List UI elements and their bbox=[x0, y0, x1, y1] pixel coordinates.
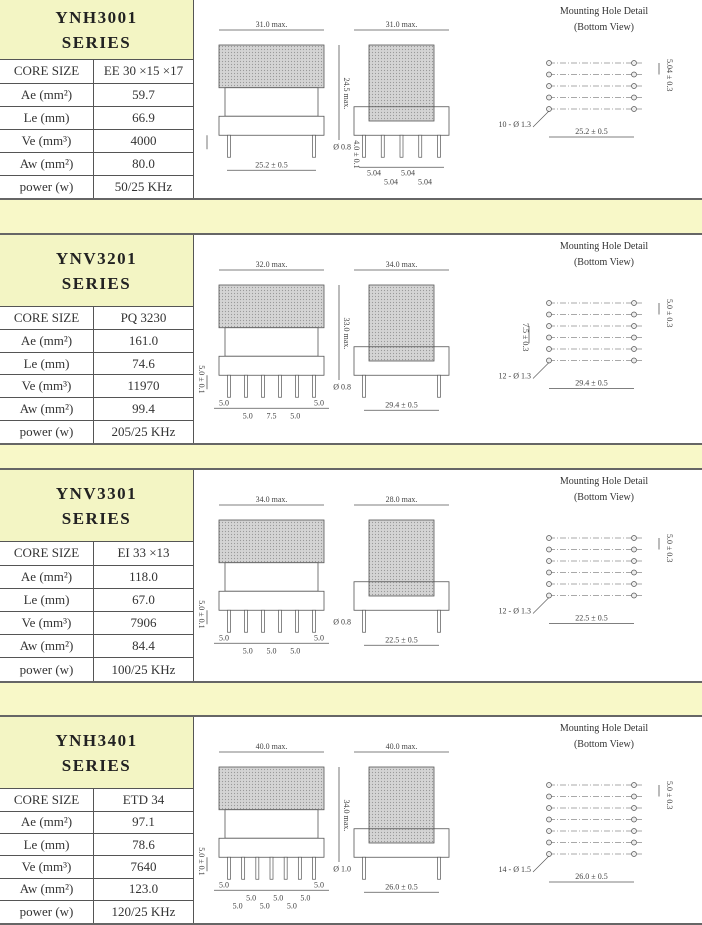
hole-count-label: 10 - Ø 1.3 bbox=[498, 120, 531, 129]
pin bbox=[400, 135, 403, 157]
pin bbox=[296, 375, 299, 397]
spec-panel bbox=[0, 0, 194, 198]
spec-label: power (w) bbox=[0, 658, 94, 681]
spec-row bbox=[0, 611, 193, 634]
pin-pitch-dimension: 5.0 bbox=[219, 633, 229, 643]
spec-row bbox=[0, 588, 193, 611]
spec-value: 97.1 bbox=[94, 811, 194, 833]
spec-label: Aw (mm²) bbox=[0, 398, 94, 421]
front-view bbox=[197, 260, 351, 420]
spec-row bbox=[0, 330, 193, 353]
pin bbox=[313, 857, 316, 879]
mounting-hole bbox=[632, 324, 637, 329]
mounting-hole bbox=[547, 593, 552, 598]
mounting-hole bbox=[632, 783, 637, 788]
pin bbox=[296, 610, 299, 632]
mounting-hole bbox=[632, 358, 637, 363]
spec-label: Ae (mm²) bbox=[0, 565, 94, 588]
spec-label: CORE SIZE bbox=[0, 542, 94, 565]
mounting-subtitle: (Bottom View) bbox=[573, 22, 635, 33]
pin-pitch-dimension: 5.0 bbox=[246, 893, 257, 903]
front-width-dimension: 31.0 max. bbox=[255, 20, 288, 29]
mounting-hole bbox=[632, 817, 637, 822]
spec-label: power (w) bbox=[0, 175, 94, 198]
pin bbox=[279, 610, 282, 632]
model-name: YNV3301 bbox=[55, 483, 138, 503]
spec-label: Le (mm) bbox=[0, 834, 94, 856]
front-view bbox=[197, 495, 329, 655]
pin-pitch-dimension: 5.04 bbox=[367, 168, 381, 178]
pin bbox=[228, 857, 231, 879]
side-width-dimension: 31.0 max. bbox=[385, 20, 418, 29]
pin-pitch-dimension: 5.0 bbox=[242, 411, 253, 421]
spec-label: CORE SIZE bbox=[0, 307, 94, 330]
hole-span-dimension: 25.2 ± 0.5 bbox=[575, 127, 608, 136]
pin-pitch-dimension: 5.0 bbox=[314, 398, 324, 408]
front-view bbox=[197, 742, 351, 910]
spec-row bbox=[0, 811, 193, 833]
pin bbox=[245, 375, 248, 397]
pin-length-dimension: 5.0 ± 0.1 bbox=[197, 847, 206, 876]
pin bbox=[438, 135, 441, 157]
mounting-hole bbox=[632, 95, 637, 100]
spec-value: 123.0 bbox=[94, 878, 194, 900]
spec-value: 161.0 bbox=[94, 330, 194, 353]
mounting-subtitle: (Bottom View) bbox=[573, 257, 635, 268]
pin bbox=[262, 610, 265, 632]
spec-label: Le (mm) bbox=[0, 106, 94, 129]
pin-pitch-dimension: 5.0 bbox=[219, 398, 229, 408]
pin-diameter-dimension: Ø 1.0 bbox=[333, 864, 351, 874]
pin bbox=[242, 857, 245, 879]
spec-label: CORE SIZE bbox=[0, 789, 94, 811]
hole-pitch2-dimension: 7.5 ± 0.3 bbox=[521, 323, 530, 352]
mounting-hole bbox=[632, 347, 637, 352]
pin bbox=[438, 857, 441, 879]
mounting-title: Mounting Hole Detail bbox=[559, 6, 649, 17]
pin bbox=[270, 857, 273, 879]
mounting-hole bbox=[632, 107, 637, 112]
spec-value: 205/25 KHz bbox=[111, 423, 176, 439]
front-height-dimension: 34.0 max. bbox=[342, 799, 351, 832]
spec-label: power (w) bbox=[0, 901, 94, 923]
mounting-hole bbox=[547, 312, 552, 317]
pin bbox=[363, 857, 366, 879]
separator-band bbox=[0, 683, 702, 715]
hole-pitch-dimension: 5.0 ± 0.3 bbox=[665, 534, 674, 563]
spec-row bbox=[0, 398, 193, 421]
spec-label: Ve (mm³) bbox=[0, 611, 94, 634]
mounting-title: Mounting Hole Detail bbox=[559, 723, 649, 734]
spec-value: 78.6 bbox=[94, 834, 194, 856]
product-section-ynv3201 bbox=[0, 233, 702, 445]
pin bbox=[256, 857, 259, 879]
spec-row bbox=[0, 658, 193, 681]
pin-pitch-dimension: 7.5 bbox=[266, 411, 277, 421]
spec-table bbox=[0, 542, 193, 681]
product-section-ynh3401 bbox=[0, 715, 702, 925]
mounting-hole bbox=[632, 582, 637, 587]
spec-row bbox=[0, 352, 193, 375]
pin bbox=[298, 857, 301, 879]
side-width-dimension: 40.0 max. bbox=[385, 742, 418, 751]
model-name: YNV3201 bbox=[55, 248, 138, 268]
pin bbox=[245, 610, 248, 632]
series-title bbox=[0, 235, 193, 307]
spec-label: Aw (mm²) bbox=[0, 878, 94, 900]
dimension-drawing bbox=[194, 717, 702, 923]
pin-pitch-dimension: 5.0 bbox=[286, 901, 297, 911]
pin-diameter-dimension: Ø 0.8 bbox=[333, 382, 351, 392]
spec-row bbox=[0, 856, 193, 878]
series-title bbox=[0, 470, 193, 542]
mounting-hole bbox=[547, 829, 552, 834]
spec-panel bbox=[0, 717, 194, 923]
pin-pitch-dimension: 5.04 bbox=[401, 168, 415, 178]
spec-row bbox=[0, 375, 193, 398]
mounting-hole bbox=[547, 107, 552, 112]
dimension-drawing bbox=[194, 0, 702, 198]
spec-value: 100/25 KHz bbox=[111, 661, 176, 677]
pin bbox=[228, 610, 231, 632]
pin-length-dimension: 4.0 ± 0.1 bbox=[352, 140, 361, 169]
mounting-hole bbox=[632, 852, 637, 857]
spec-value: 80.0 bbox=[94, 152, 194, 175]
spec-row bbox=[0, 878, 193, 900]
pin bbox=[381, 135, 384, 157]
separator-band bbox=[0, 200, 702, 233]
spec-row bbox=[0, 83, 193, 106]
hole-count-label: 14 - Ø 1.5 bbox=[498, 865, 531, 874]
spec-table bbox=[0, 60, 193, 198]
mounting-hole bbox=[547, 335, 552, 340]
mounting-hole bbox=[632, 547, 637, 552]
hole-count-label: 12 - Ø 1.3 bbox=[498, 606, 531, 616]
mounting-hole bbox=[632, 570, 637, 575]
front-height-dimension: 24.5 max. bbox=[342, 77, 351, 110]
mounting-hole bbox=[632, 72, 637, 77]
mounting-hole bbox=[632, 301, 637, 306]
mounting-hole bbox=[632, 806, 637, 811]
pin-pitch-dimension: 5.0 bbox=[259, 901, 270, 911]
hole-pitch-dimension: 5.0 ± 0.3 bbox=[665, 299, 674, 328]
hole-span-dimension: 22.5 ± 0.5 bbox=[575, 613, 608, 623]
spec-label: power (w) bbox=[0, 420, 94, 443]
spec-value: 7640 bbox=[94, 856, 194, 878]
front-width-dimension: 32.0 max. bbox=[255, 260, 288, 269]
spec-label: Aw (mm²) bbox=[0, 635, 94, 658]
pin-pitch-dimension: 5.0 bbox=[314, 880, 324, 890]
pin-pitch-dimension: 5.04 bbox=[418, 177, 432, 187]
spec-label: Ae (mm²) bbox=[0, 83, 94, 106]
side-base-dimension: 26.0 ± 0.5 bbox=[385, 882, 418, 892]
spec-panel bbox=[0, 470, 194, 681]
product-section-ynh3001 bbox=[0, 0, 702, 200]
mounting-hole bbox=[547, 806, 552, 811]
spec-table bbox=[0, 789, 193, 923]
dimension-drawing bbox=[194, 235, 702, 443]
series-label: SERIES bbox=[61, 755, 132, 775]
pin-pitch-dimension: 5.0 bbox=[219, 880, 229, 890]
product-section-ynv3301 bbox=[0, 468, 702, 683]
mounting-hole bbox=[547, 324, 552, 329]
mounting-hole bbox=[547, 582, 552, 587]
mounting-hole bbox=[547, 301, 552, 306]
spec-value: 67.0 bbox=[94, 588, 194, 611]
spec-value: 66.9 bbox=[94, 106, 194, 129]
mounting-hole bbox=[547, 783, 552, 788]
spec-row bbox=[0, 542, 193, 565]
pin-pitch-dimension: 5.0 bbox=[273, 893, 284, 903]
series-title bbox=[0, 717, 193, 789]
spec-label: Aw (mm²) bbox=[0, 152, 94, 175]
spec-label: CORE SIZE bbox=[0, 60, 94, 83]
side-view bbox=[333, 495, 449, 645]
model-name: YNH3001 bbox=[55, 7, 138, 27]
spec-label: Le (mm) bbox=[0, 588, 94, 611]
mounting-hole bbox=[547, 559, 552, 564]
mounting-hole bbox=[547, 95, 552, 100]
mounting-hole bbox=[547, 547, 552, 552]
spec-value: 7906 bbox=[94, 611, 194, 634]
mounting-hole bbox=[547, 570, 552, 575]
mounting-hole bbox=[547, 72, 552, 77]
spec-row bbox=[0, 420, 193, 443]
mounting-hole-detail bbox=[499, 241, 674, 389]
spec-row bbox=[0, 565, 193, 588]
front-width-dimension: 40.0 max. bbox=[255, 742, 288, 751]
pin bbox=[313, 135, 316, 157]
spec-row bbox=[0, 789, 193, 811]
spec-row bbox=[0, 175, 193, 198]
spec-value: PQ 3230 bbox=[94, 307, 194, 330]
spec-value: 118.0 bbox=[94, 565, 194, 588]
pin bbox=[313, 375, 316, 397]
side-base-dimension: 29.4 ± 0.5 bbox=[385, 400, 418, 410]
mounting-subtitle: (Bottom View) bbox=[573, 739, 635, 750]
pin bbox=[363, 135, 366, 157]
front-height-dimension: 33.0 max. bbox=[342, 317, 351, 350]
hole-pitch-dimension: 5.0 ± 0.3 bbox=[665, 781, 674, 810]
spec-row bbox=[0, 901, 193, 923]
spec-row bbox=[0, 307, 193, 330]
front-width-dimension: 34.0 max. bbox=[255, 495, 288, 504]
hole-span-dimension: 26.0 ± 0.5 bbox=[575, 872, 608, 881]
pin-length-dimension: 5.0 ± 0.1 bbox=[197, 365, 206, 394]
series-label: SERIES bbox=[61, 273, 132, 293]
spec-value: 84.4 bbox=[94, 635, 194, 658]
side-width-dimension: 34.0 max. bbox=[385, 260, 418, 269]
spec-label: Ve (mm³) bbox=[0, 856, 94, 878]
pin bbox=[438, 610, 441, 632]
pin-pitch-dimension: 5.0 bbox=[232, 901, 243, 911]
spec-value: 11970 bbox=[94, 375, 194, 398]
spec-value: EE 30 ×15 ×17 bbox=[94, 60, 194, 83]
spec-value: EI 33 ×13 bbox=[94, 542, 194, 565]
pin-pitch-dimension: 5.0 bbox=[290, 411, 301, 421]
side-width-dimension: 28.0 max. bbox=[385, 495, 418, 504]
front-base-dimension: 25.2 ± 0.5 bbox=[255, 160, 288, 170]
series-label: SERIES bbox=[61, 32, 132, 52]
pin bbox=[363, 375, 366, 397]
mounting-hole-detail bbox=[499, 723, 674, 882]
mounting-hole bbox=[547, 817, 552, 822]
spec-row bbox=[0, 635, 193, 658]
spec-row bbox=[0, 60, 193, 83]
pin-pitch-dimension: 5.0 bbox=[314, 633, 324, 643]
pin bbox=[228, 135, 231, 157]
mounting-hole bbox=[632, 840, 637, 845]
pin-pitch-dimension: 5.0 bbox=[242, 646, 253, 656]
pin bbox=[284, 857, 287, 879]
pin-pitch-dimension: 5.04 bbox=[384, 177, 398, 187]
spec-value: 59.7 bbox=[94, 83, 194, 106]
pin bbox=[419, 135, 422, 157]
mounting-hole bbox=[632, 61, 637, 66]
spec-label: Ve (mm³) bbox=[0, 129, 94, 152]
mounting-subtitle: (Bottom View) bbox=[573, 492, 635, 503]
spec-value: ETD 34 bbox=[94, 789, 194, 811]
mounting-hole bbox=[547, 84, 552, 89]
mounting-title: Mounting Hole Detail bbox=[559, 241, 649, 252]
mounting-hole bbox=[547, 536, 552, 541]
spec-label: Ae (mm²) bbox=[0, 330, 94, 353]
series-label: SERIES bbox=[61, 508, 132, 528]
spec-value: 50/25 KHz bbox=[114, 178, 173, 194]
pin-pitch-dimension: 5.0 bbox=[266, 646, 277, 656]
spec-table bbox=[0, 307, 193, 443]
mounting-hole bbox=[632, 829, 637, 834]
pin-diameter-dimension: Ø 0.8 bbox=[333, 142, 351, 152]
model-name: YNH3401 bbox=[55, 730, 138, 750]
mounting-title: Mounting Hole Detail bbox=[559, 476, 649, 487]
mounting-hole bbox=[632, 794, 637, 799]
mounting-hole bbox=[632, 536, 637, 541]
spec-label: Ae (mm²) bbox=[0, 811, 94, 833]
hole-pitch-dimension: 5.04 ± 0.3 bbox=[665, 59, 674, 92]
mounting-hole bbox=[632, 559, 637, 564]
pin bbox=[438, 375, 441, 397]
spec-row bbox=[0, 152, 193, 175]
spec-value: 99.4 bbox=[94, 398, 194, 421]
mounting-hole bbox=[547, 794, 552, 799]
pin bbox=[228, 375, 231, 397]
spec-label: Le (mm) bbox=[0, 352, 94, 375]
mounting-hole bbox=[632, 593, 637, 598]
mounting-hole bbox=[632, 335, 637, 340]
spec-label: Ve (mm³) bbox=[0, 375, 94, 398]
series-title bbox=[0, 0, 193, 60]
mounting-hole-detail bbox=[499, 476, 674, 624]
pin-pitch-dimension: 5.0 bbox=[290, 646, 301, 656]
mounting-hole-detail bbox=[499, 6, 674, 137]
mounting-hole bbox=[547, 840, 552, 845]
spec-value: 74.6 bbox=[94, 352, 194, 375]
mounting-hole bbox=[547, 61, 552, 66]
pin-length-dimension: 5.0 ± 0.1 bbox=[197, 600, 206, 629]
spec-value: 4000 bbox=[94, 129, 194, 152]
mounting-hole bbox=[632, 312, 637, 317]
pin-pitch-dimension: 5.0 bbox=[300, 893, 311, 903]
hole-count-label: 12 - Ø 1.3 bbox=[498, 371, 531, 381]
mounting-hole bbox=[547, 347, 552, 352]
spec-row bbox=[0, 129, 193, 152]
separator-band bbox=[0, 445, 702, 468]
pin bbox=[262, 375, 265, 397]
side-base-dimension: 22.5 ± 0.5 bbox=[385, 635, 418, 645]
pin bbox=[313, 610, 316, 632]
spec-panel bbox=[0, 235, 194, 443]
pin bbox=[363, 610, 366, 632]
mounting-hole bbox=[632, 84, 637, 89]
hole-span-dimension: 29.4 ± 0.5 bbox=[575, 378, 608, 388]
spec-row bbox=[0, 106, 193, 129]
pin bbox=[279, 375, 282, 397]
mounting-hole bbox=[547, 358, 552, 363]
pin-diameter-dimension: Ø 0.8 bbox=[333, 617, 351, 627]
mounting-hole bbox=[547, 852, 552, 857]
spec-row bbox=[0, 834, 193, 856]
spec-value: 120/25 KHz bbox=[111, 904, 176, 920]
dimension-drawing bbox=[194, 470, 702, 681]
